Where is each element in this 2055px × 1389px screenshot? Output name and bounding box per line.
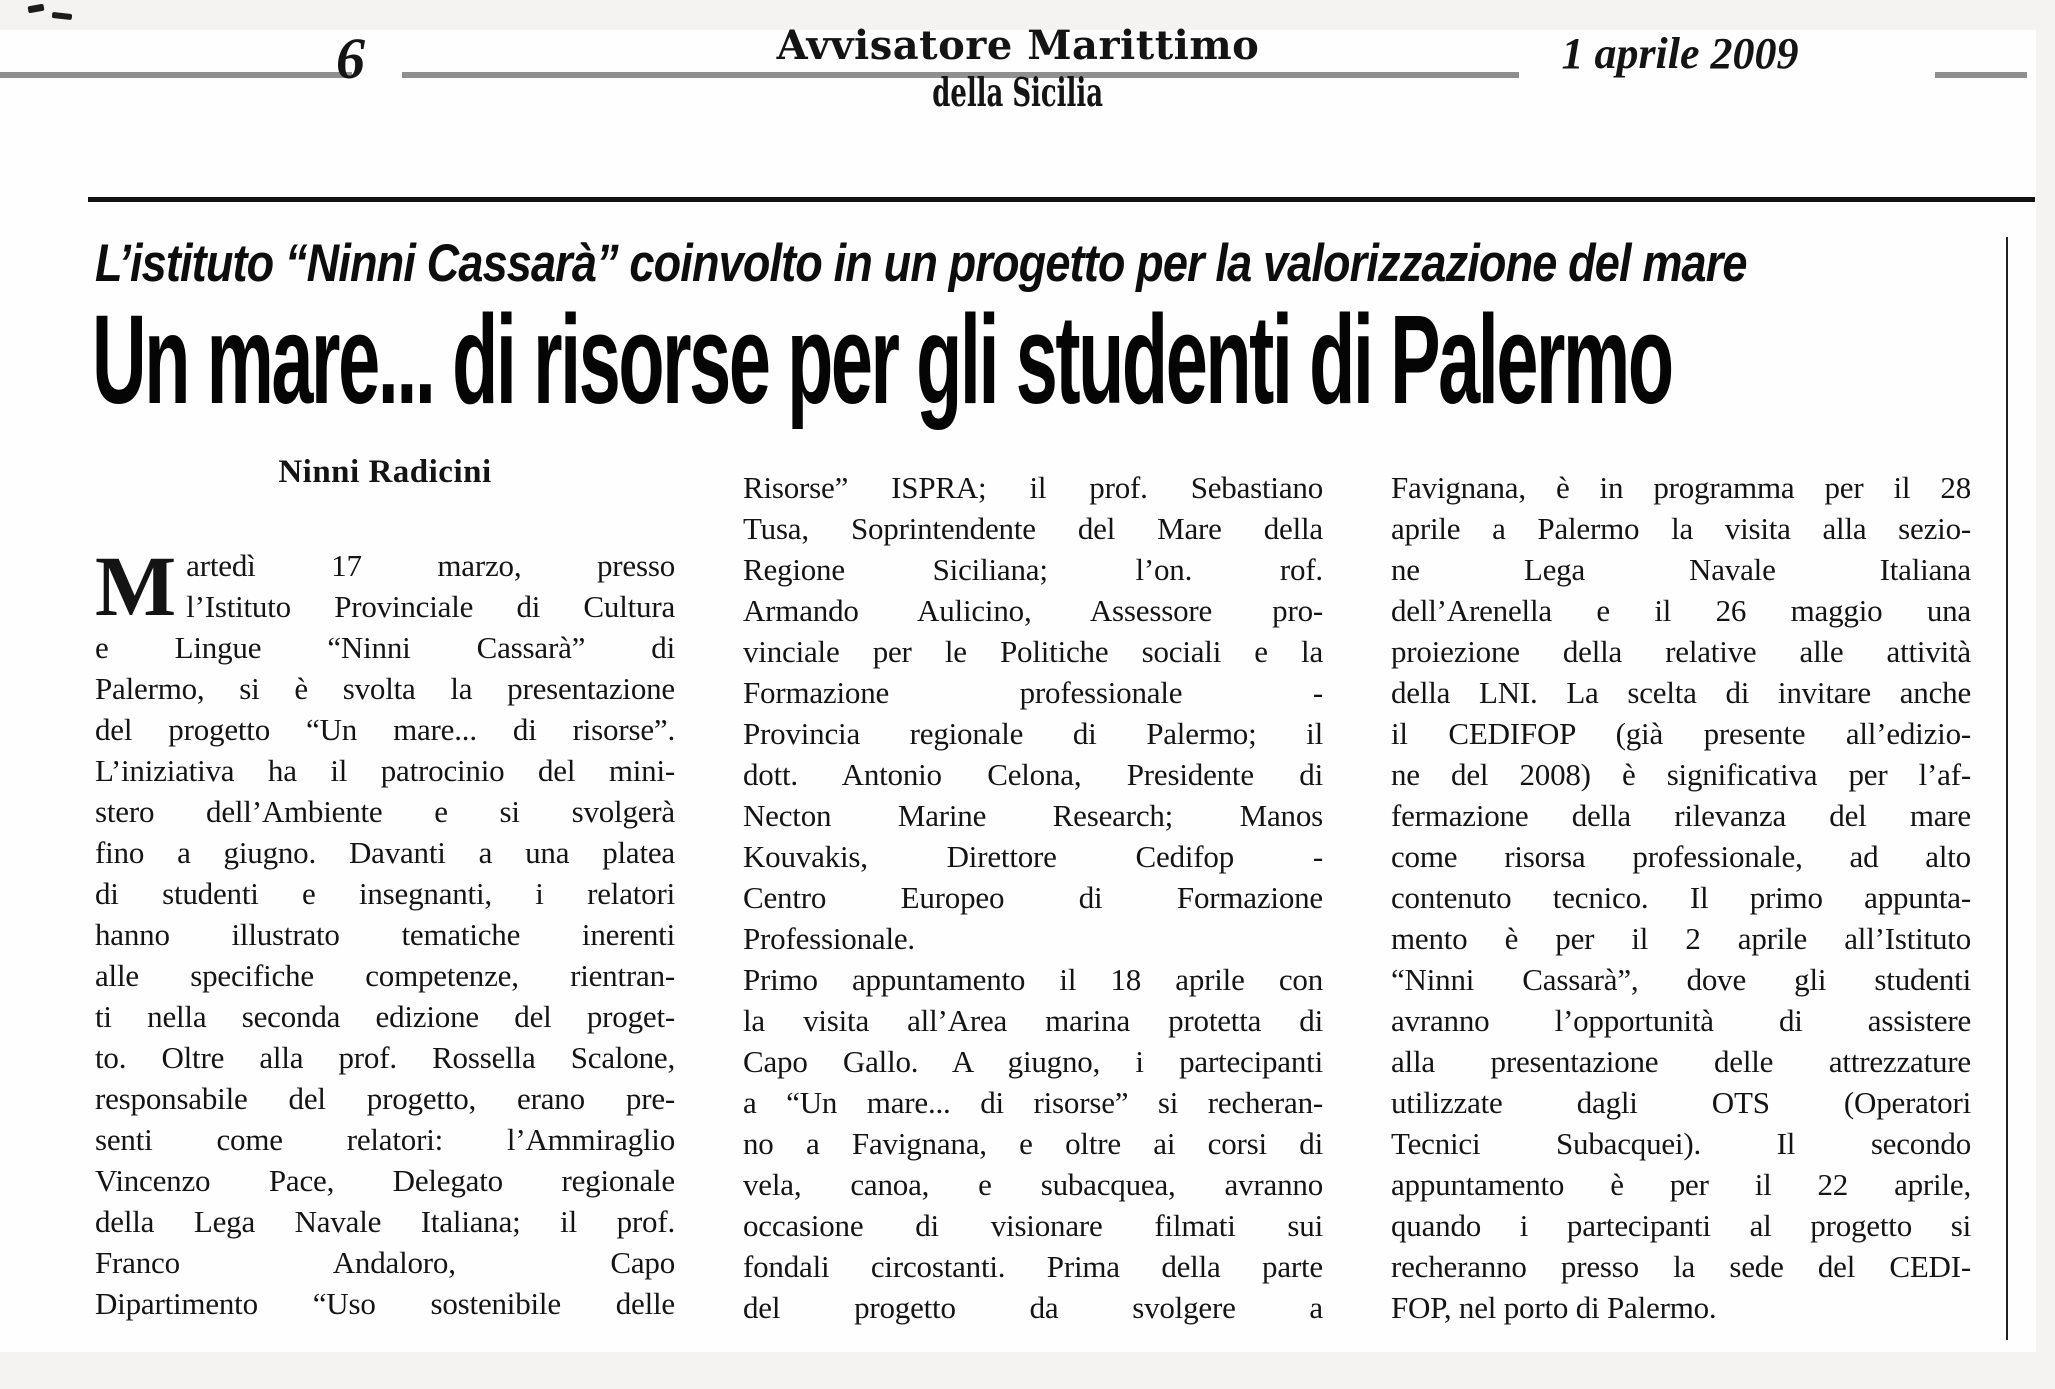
body-text-line: stero dell’Ambiente e si svolgerà — [95, 794, 675, 829]
body-text-line: to. Oltre alla prof. Rossella Scalone, — [95, 1040, 675, 1075]
body-text-line: ne Lega Navale Italiana — [1391, 552, 1971, 587]
body-text-line: Centro Europeo di Formazione — [743, 880, 1323, 915]
body-text-line: Vincenzo Pace, Delegato regionale — [95, 1163, 675, 1198]
article-top-rule — [88, 197, 2035, 202]
masthead-subtitle: della Sicilia — [932, 69, 1104, 116]
body-text-line: responsabile del progetto, erano pre- — [95, 1081, 675, 1116]
article-column-3 — [1391, 452, 1971, 1328]
body-text-line: Regione Siciliana; l’on. rof. — [743, 552, 1323, 587]
body-text-line: l’Istituto Provinciale di Cultura — [186, 589, 675, 624]
body-text-line: L’iniziativa ha il patrocinio del mini- — [95, 753, 675, 788]
body-text-line: vela, canoa, e subacquea, avranno — [743, 1167, 1323, 1202]
scan-edge-bottom — [0, 1352, 2036, 1389]
body-text-line: ti nella seconda edizione del proget- — [95, 999, 675, 1034]
body-text-line: fondali circostanti. Prima della parte — [743, 1249, 1323, 1284]
body-text-line: quando i partecipanti al progetto si — [1391, 1208, 1971, 1243]
article-kicker: L’istituto “Ninni Cassarà” coinvolto in un progetto per la valorizzazione del mare — [95, 234, 1747, 293]
body-text-line: occasione di visionare filmati sui — [743, 1208, 1323, 1243]
body-text-line: fermazione della rilevanza del mare — [1391, 798, 1971, 833]
body-text-line: mento è per il 2 aprile all’Istituto — [1391, 921, 1971, 956]
body-text-line: Dipartimento “Uso sostenibile delle — [95, 1286, 675, 1321]
body-text-line: a “Un mare... di risorse” si recheran- — [743, 1085, 1323, 1120]
body-text-line: Professionale. — [743, 921, 915, 956]
body-text-line: dott. Antonio Celona, Presidente di — [743, 757, 1323, 792]
column-text — [95, 538, 675, 1324]
body-text-line: appuntamento è per il 22 aprile, — [1391, 1167, 1971, 1202]
body-text-line: Franco Andaloro, Capo — [95, 1245, 675, 1280]
body-text-line: Capo Gallo. A giugno, i partecipanti — [743, 1044, 1323, 1079]
body-text-line: della Lega Navale Italiana; il prof. — [95, 1204, 675, 1239]
body-text-line: artedì 17 marzo, presso — [186, 548, 675, 583]
byline: Ninni Radicini — [278, 454, 492, 490]
body-text-line: recheranno presso la sede del CEDI- — [1391, 1249, 1971, 1284]
body-text-line: della LNI. La scelta di invitare anche — [1391, 675, 1971, 710]
column-text — [1391, 452, 1971, 1328]
scan-edge-right — [2036, 30, 2055, 1389]
article-column-1 — [95, 452, 675, 1328]
body-text-line: alle specifiche competenze, rientran- — [95, 958, 675, 993]
body-text-line: contenuto tecnico. Il primo appunta- — [1391, 880, 1971, 915]
article-headline: Un mare... di risorse per gli studenti di Palermo — [92, 289, 1672, 430]
body-text-line: utilizzate dagli OTS (Operatori — [1391, 1085, 1971, 1120]
body-text-line: di studenti e insegnanti, i relatori — [95, 876, 675, 911]
body-text-line: e Lingue “Ninni Cassarà” di — [95, 630, 675, 665]
page-number: 6 — [336, 26, 365, 91]
body-text-line: no a Favignana, e oltre ai corsi di — [743, 1126, 1323, 1161]
body-text-line: vinciale per le Politiche sociali e la — [743, 634, 1323, 669]
body-text-line: dell’Arenella e il 26 maggio una — [1391, 593, 1971, 628]
body-text-line: Armando Aulicino, Assessore pro- — [743, 593, 1323, 628]
body-text-line: ne del 2008) è significativa per l’af- — [1391, 757, 1971, 792]
body-text-line: Palermo, si è svolta la presentazione — [95, 671, 675, 706]
article-column-2 — [743, 452, 1323, 1328]
article-right-rule — [2006, 237, 2008, 1340]
body-text-line: aprile a Palermo la visita alla sezio- — [1391, 511, 1971, 546]
body-text-line: “Ninni Cassarà”, dove gli studenti — [1391, 962, 1971, 997]
body-text-line: fino a giugno. Davanti a una platea — [95, 835, 675, 870]
masthead-title: Avvisatore Marittimo — [776, 22, 1260, 69]
body-text-line: il CEDIFOP (già presente all’edizio- — [1391, 716, 1971, 751]
body-text-line: la visita all’Area marina protetta di — [743, 1003, 1323, 1038]
article-body — [95, 452, 1971, 1328]
body-text-line: hanno illustrato tematiche inerenti — [95, 917, 675, 952]
body-text-line: Necton Marine Research; Manos — [743, 798, 1323, 833]
body-text-line: Formazione professionale - — [743, 675, 1323, 710]
body-text-line: proiezione della relative alle attività — [1391, 634, 1971, 669]
body-text-line: Provincia regionale di Palermo; il — [743, 716, 1323, 751]
body-text-line: Risorse” ISPRA; il prof. Sebastiano — [743, 470, 1323, 505]
body-text-line: come risorsa professionale, ad alto — [1391, 839, 1971, 874]
body-text-line: Primo appuntamento il 18 aprile con — [743, 962, 1323, 997]
drop-cap: M — [95, 538, 177, 634]
column-text — [743, 452, 1323, 1328]
body-text-line: alla presentazione delle attrezzature — [1391, 1044, 1971, 1079]
body-text-line: Tecnici Subacquei). Il secondo — [1391, 1126, 1971, 1161]
body-text-line: senti come relatori: l’Ammiraglio — [95, 1122, 675, 1157]
body-text-line: del progetto da svolgere a — [743, 1290, 1323, 1325]
body-text-line: Tusa, Soprintendente del Mare della — [743, 511, 1323, 546]
edition-date: 1 aprile 2009 — [1561, 29, 1799, 78]
body-text-line: Favignana, è in programma per il 28 — [1391, 470, 1971, 505]
body-text-line: Kouvakis, Direttore Cedifop - — [743, 839, 1323, 874]
body-text-line: FOP, nel porto di Palermo. — [1391, 1290, 1717, 1325]
body-text-line: del progetto “Un mare... di risorse”. — [95, 712, 675, 747]
body-text-line: avranno l’opportunità di assistere — [1391, 1003, 1971, 1038]
